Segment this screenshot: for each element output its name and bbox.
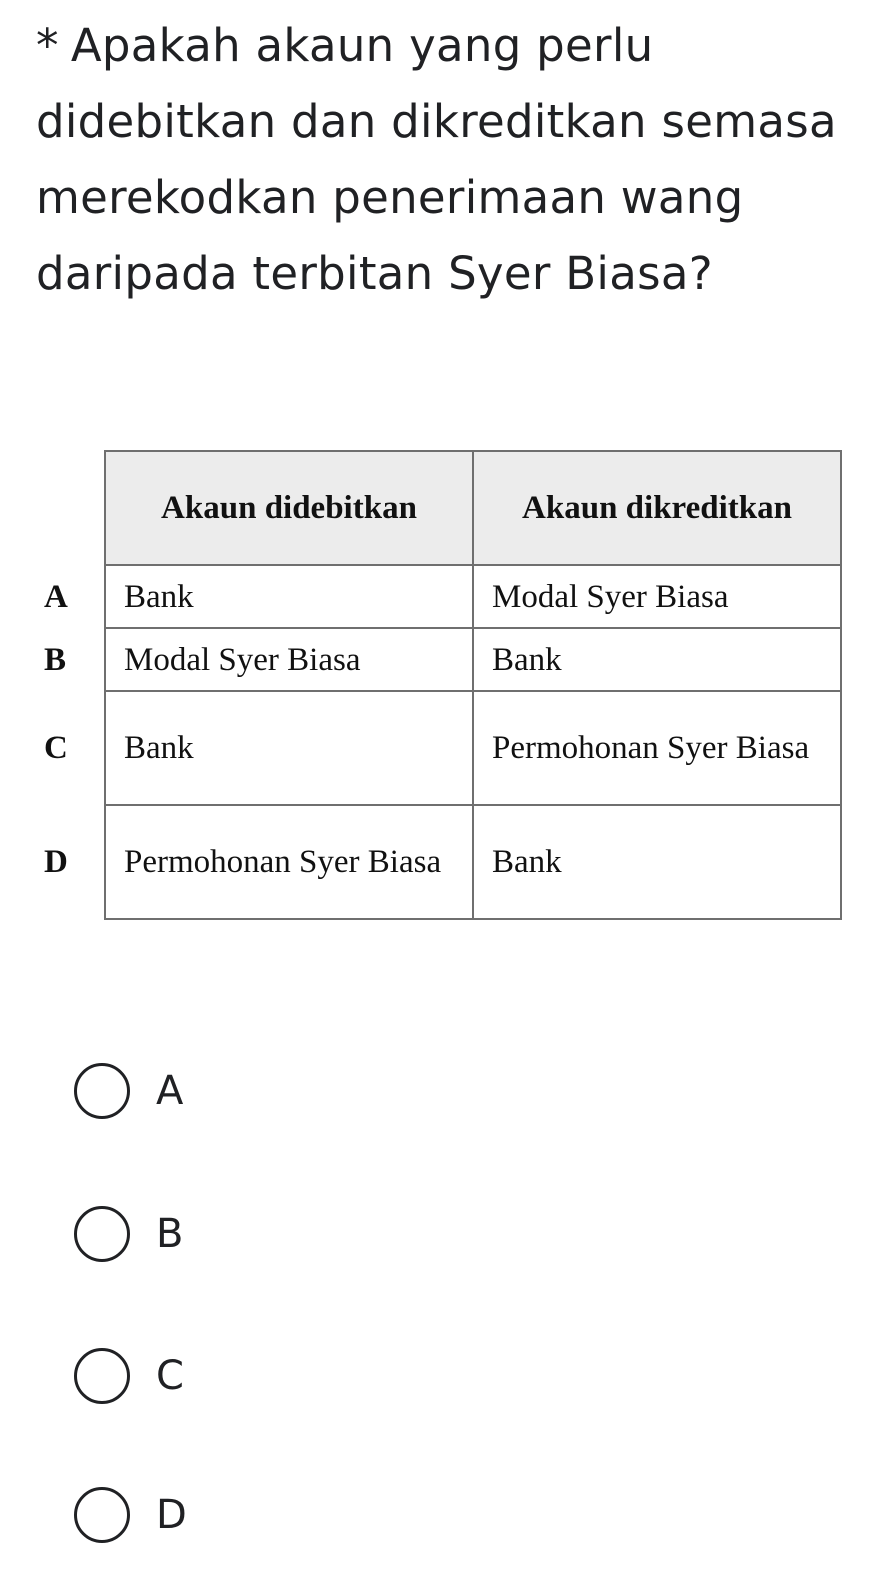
radio-button[interactable] (74, 1348, 130, 1404)
option-c[interactable] (74, 1348, 184, 1404)
table-corner (30, 451, 105, 565)
radio-button[interactable] (74, 1063, 130, 1119)
row-letter: B (30, 628, 105, 691)
table-row (30, 691, 841, 805)
header-debit: Akaun didebitkan (105, 451, 473, 565)
option-label: C (156, 1353, 184, 1399)
radio-button[interactable] (74, 1487, 130, 1543)
debit-cell: Modal Syer Biasa (105, 628, 473, 691)
option-label: B (156, 1211, 184, 1257)
debit-cell: Permohonan Syer Biasa (105, 805, 473, 919)
table-row (30, 565, 841, 628)
credit-cell: Permohonan Syer Biasa (473, 691, 841, 805)
option-d[interactable] (74, 1487, 187, 1543)
debit-cell: Bank (105, 691, 473, 805)
option-label: A (156, 1068, 184, 1114)
option-label: D (156, 1492, 187, 1538)
required-marker: * (36, 19, 59, 72)
option-a[interactable] (74, 1063, 183, 1119)
question-text (36, 8, 856, 312)
row-letter: D (30, 805, 105, 919)
credit-cell: Bank (473, 805, 841, 919)
row-letter: A (30, 565, 105, 628)
table-row (30, 628, 841, 691)
table-header-row (30, 451, 841, 565)
question-image-table (30, 450, 842, 920)
credit-cell: Modal Syer Biasa (473, 565, 841, 628)
option-b[interactable] (74, 1206, 183, 1262)
row-letter: C (30, 691, 105, 805)
radio-button[interactable] (74, 1206, 130, 1262)
question-body: Apakah akaun yang perlu didebitkan dan dikreditkan semasa merekodkan penerimaan wang daripada terbitan Syer Biasa? (36, 19, 837, 300)
credit-cell: Bank (473, 628, 841, 691)
table-row (30, 805, 841, 919)
debit-cell: Bank (105, 565, 473, 628)
header-credit: Akaun dikreditkan (473, 451, 841, 565)
answer-table (30, 450, 842, 920)
